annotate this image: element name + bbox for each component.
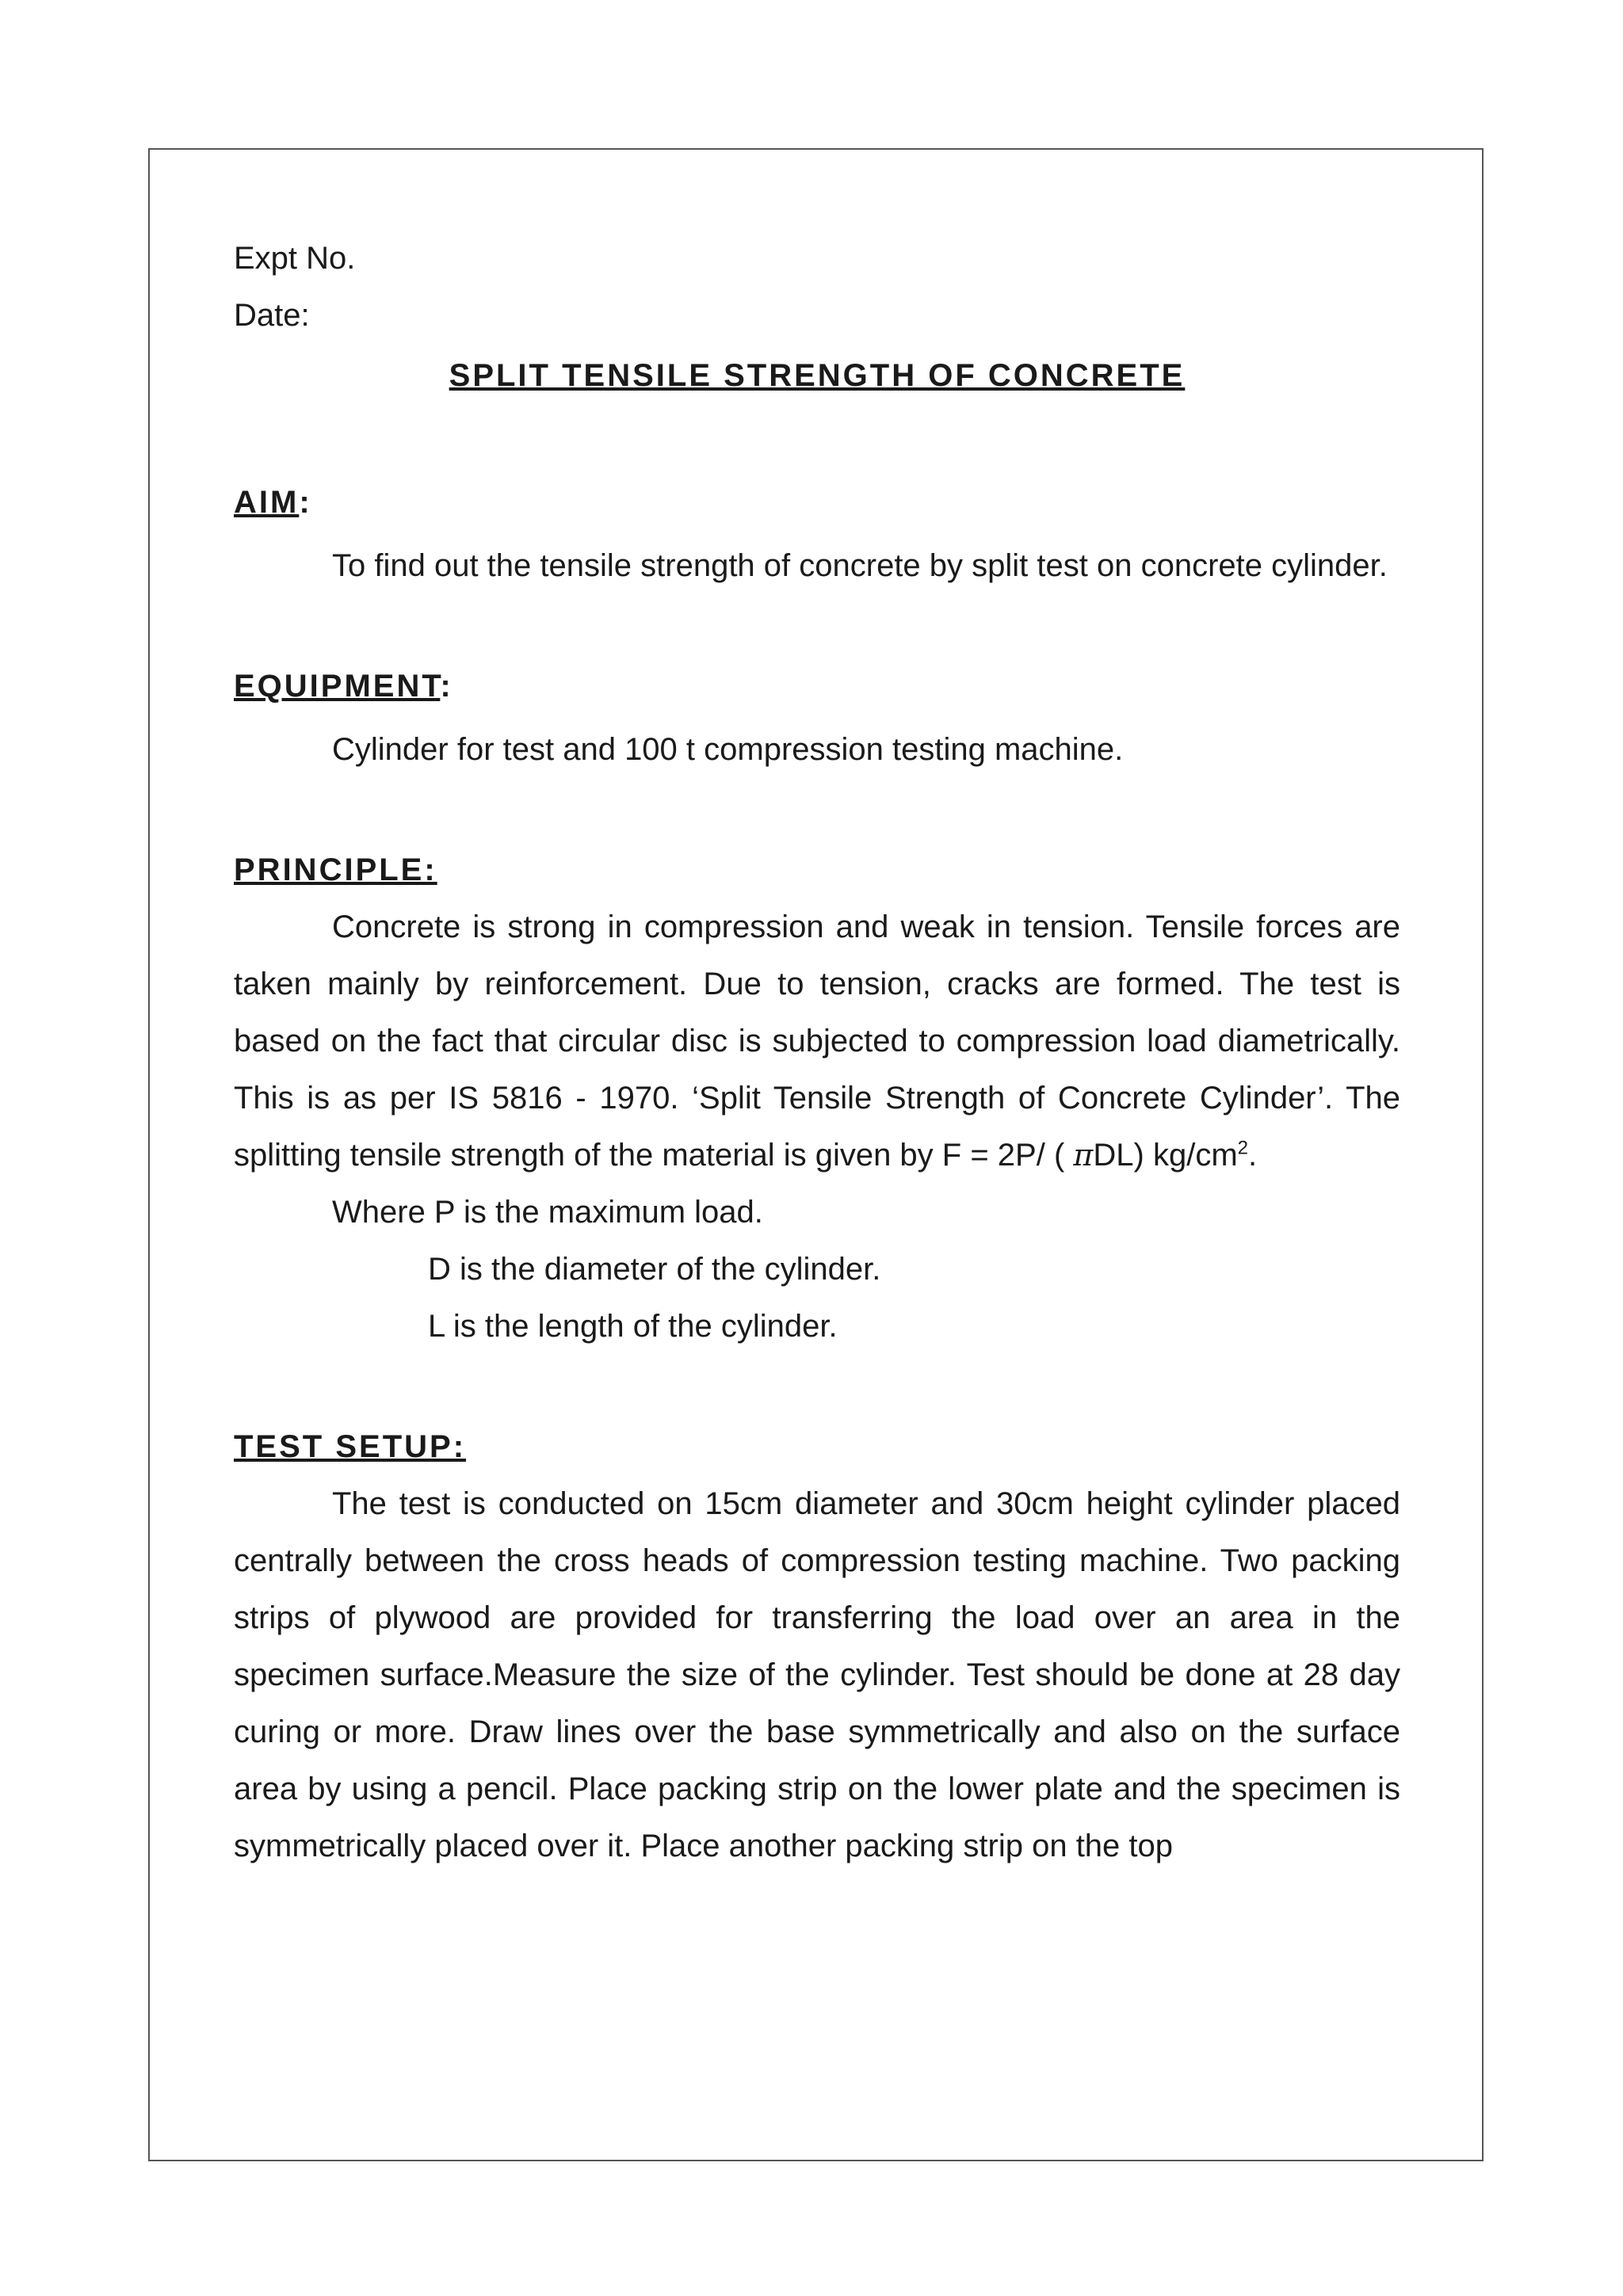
where-l-line: L is the length of the cylinder. <box>428 1309 838 1344</box>
expt-no-label: Expt No. <box>234 241 356 276</box>
test-setup-heading: TEST SETUP: <box>234 1429 467 1464</box>
where-d-line: D is the diameter of the cylinder. <box>428 1252 881 1287</box>
equipment-heading: EQUIPMENT: <box>234 669 453 704</box>
principle-heading: PRINCIPLE: <box>234 852 437 887</box>
principle-text: Concrete is strong in compression and weak in tension. Tensile forces are taken mainly by reinforcement. Due to tension, cracks are formed. The test is based on the fact that circular disc is subjected to compression load diametrically. This is as per IS 5816 - 1970. ‘Split Tensile Strength of Concrete Cylinder’. The splitting tensile strength of the material is given by F = 2P/ ( πDL) $kg/cm^2$. <box>234 910 1400 1173</box>
equipment-text: Cylinder for test and 100 t compression testing machine. <box>332 732 1124 767</box>
pi-symbol: π <box>1073 1138 1094 1173</box>
aim-heading: AIM: <box>234 485 312 520</box>
aim-text: To find out the tensile strength of concrete by split test on concrete cylinder. <box>332 548 1388 583</box>
document-title: SPLIT TENSILE STRENGTH OF CONCRETE <box>449 358 1186 393</box>
test-setup-text: The test is conducted on 15cm diameter and 30cm height cylinder placed centrally between the cross heads of compression testing machine. Two packing strips of plywood are provided for transferring the load over an area in the specimen surface.Measure the size of the cylinder. Test should be done at 28 day curing or more. Draw lines over the base symmetrically and also on the surface area by using a pencil. Place packing strip on the lower plate and the specimen is symmetrically placed over it. Place another packing strip on the top <box>234 1486 1400 1863</box>
document-body <box>234 230 1400 1875</box>
superscript-2: 2 <box>1237 1137 1248 1159</box>
date-label: Date: <box>234 298 310 333</box>
where-p-line: Where P is the maximum load. <box>332 1195 763 1230</box>
